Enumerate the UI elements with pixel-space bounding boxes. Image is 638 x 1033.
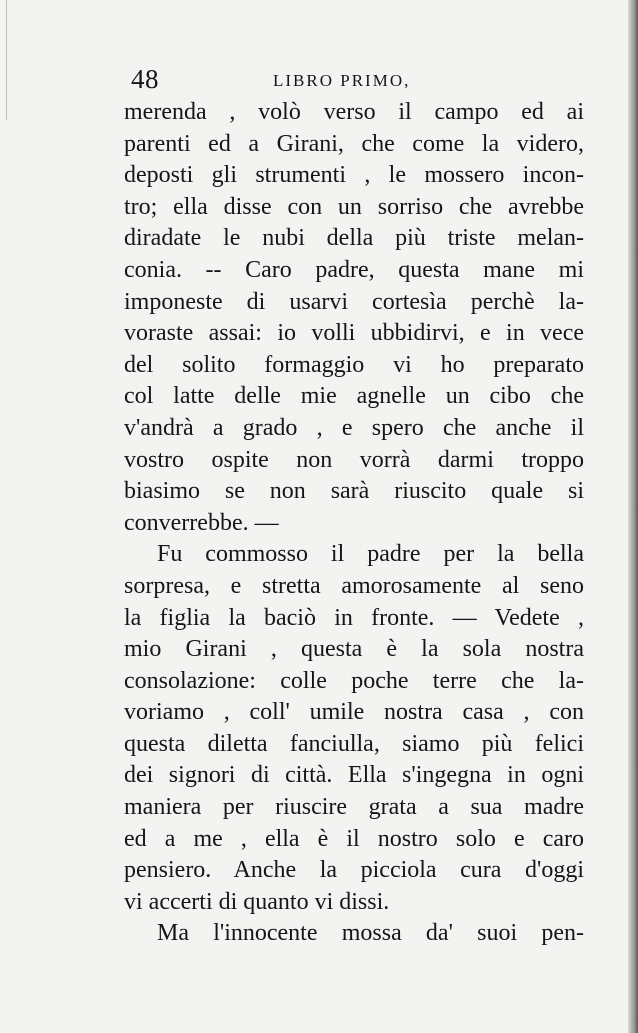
text-line: voraste assai: io volli ubbidirvi, e in vece — [124, 320, 584, 347]
text-line: col latte delle mie agnelle un cibo che — [124, 383, 584, 410]
text-line: dei signori di città. Ella s'ingegna in ogni — [124, 762, 584, 789]
text-line: ed a me , ella è il nostro solo e caro — [124, 825, 584, 852]
text-line: Fu commosso il padre per la bella — [157, 541, 584, 568]
body-text — [124, 97, 584, 950]
page-edge-mark — [6, 0, 7, 120]
text-line: tro; ella disse con un sorriso che avrebbe — [124, 193, 584, 220]
text-line: conia. -- Caro padre, questa mane mi — [124, 256, 584, 283]
page-header — [131, 62, 581, 96]
text-line: diradate le nubi della più triste melan- — [124, 225, 584, 252]
page-number: 48 — [131, 64, 159, 94]
text-line: Ma l'innocente mossa da' suoi pen- — [157, 920, 584, 947]
text-line: biasimo se non sarà riuscito quale si — [124, 478, 584, 505]
text-line: vi accerti di quanto vi dissi. — [124, 888, 390, 915]
page-binding-shadow — [628, 0, 638, 1033]
text-line: parenti ed a Girani, che come la videro, — [124, 130, 584, 157]
text-line: del solito formaggio vi ho preparato — [124, 351, 584, 378]
text-line: pensiero. Anche la picciola cura d'oggi — [124, 857, 584, 884]
text-line: maniera per riuscire grata a sua madre — [124, 794, 584, 821]
text-line: la figlia la baciò in fronte. — Vedete , — [124, 604, 584, 631]
text-line: merenda , volò verso il campo ed ai — [124, 99, 584, 125]
text-line: converrebbe. — — [124, 509, 279, 536]
text-line: voriamo , coll' umile nostra casa , con — [124, 699, 584, 726]
running-head: LIBRO PRIMO, — [273, 71, 411, 90]
text-line: deposti gli strumenti , le mossero incon- — [124, 162, 584, 189]
text-line: questa diletta fanciulla, siamo più felici — [124, 730, 584, 757]
text-line: v'andrà a grado , e spero che anche il — [124, 414, 584, 441]
text-line: consolazione: colle poche terre che la- — [124, 667, 584, 694]
text-line: imponeste di usarvi cortesìa perchè la- — [124, 288, 584, 315]
text-line: mio Girani , questa è la sola nostra — [124, 636, 584, 663]
text-line: sorpresa, e stretta amorosamente al seno — [124, 572, 584, 599]
text-line: vostro ospite non vorrà darmi troppo — [124, 446, 584, 473]
